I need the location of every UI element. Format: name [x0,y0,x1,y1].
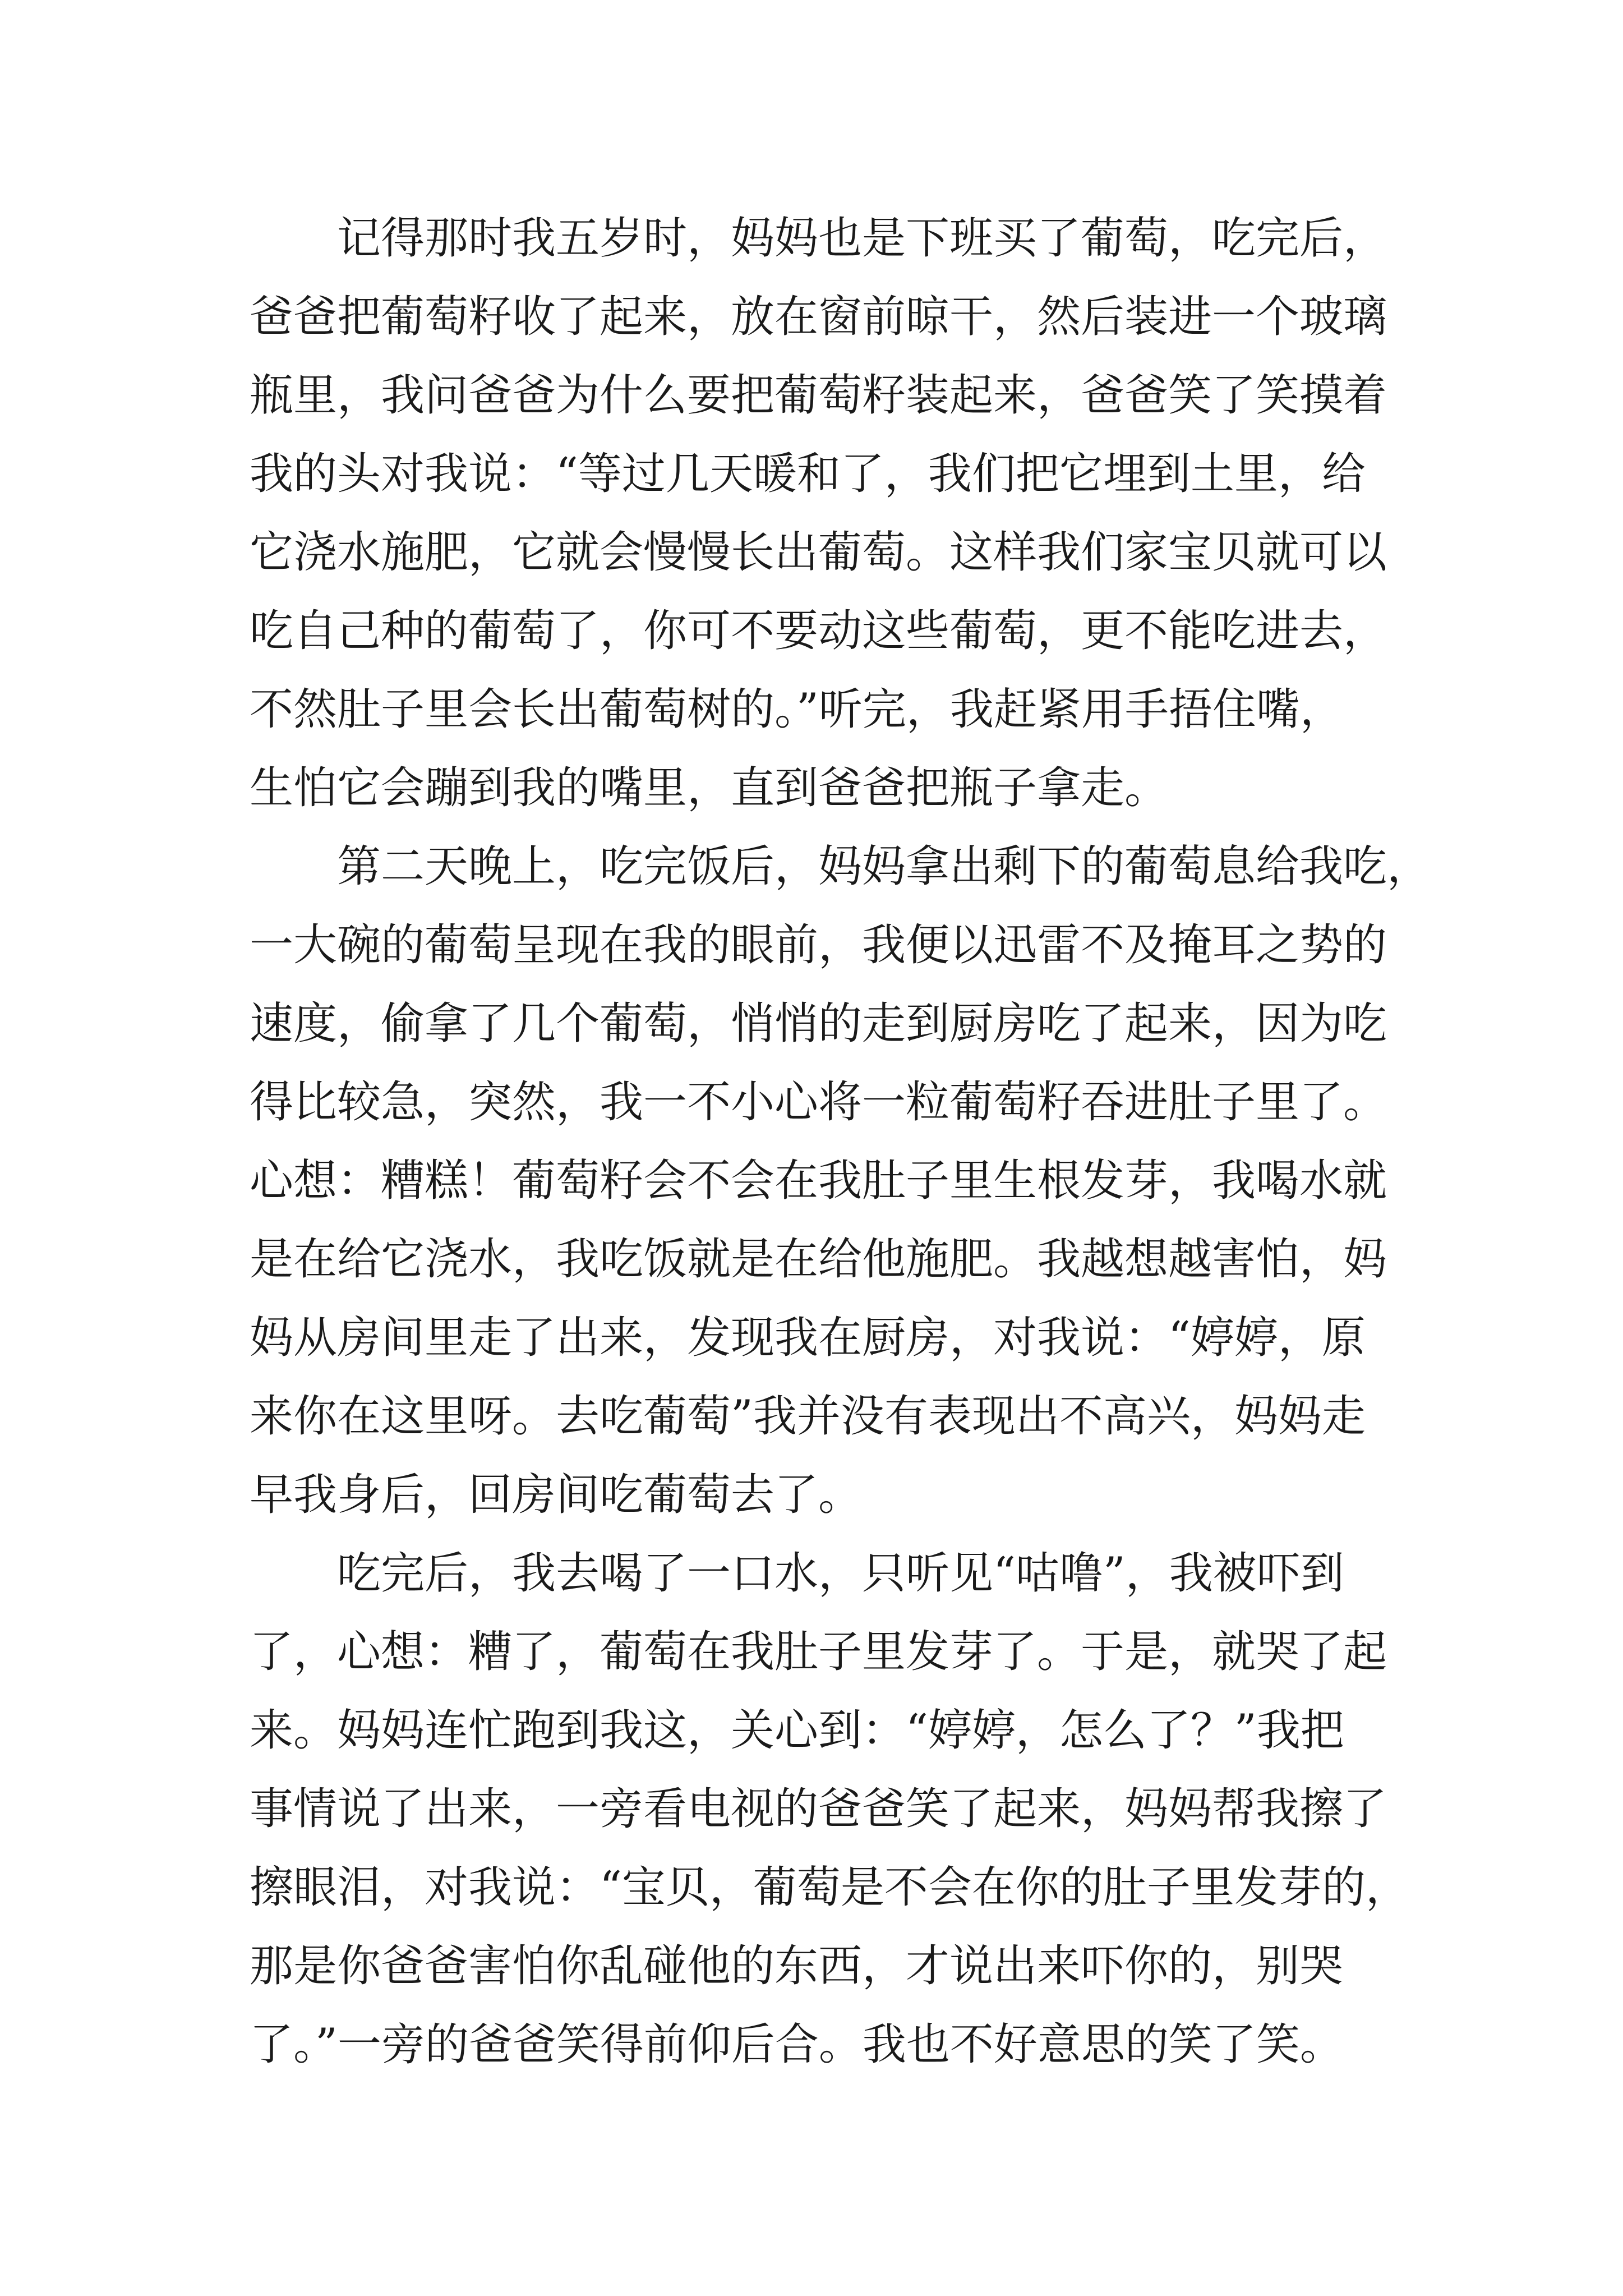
paragraph-line: 来你在这里呀。去吃葡萄”我并没有表现出不高兴，妈妈走 [250,1391,1366,1442]
paragraph-line: 得比较急，突然，我一不小心将一粒葡萄籽吞进肚子里了。 [250,1077,1387,1128]
paragraph-line: 爸爸把葡萄籽收了起来，放在窗前晾干，然后装进一个玻璃 [250,292,1387,342]
paragraph-line: 来。妈妈连忙跑到我这，关心到：“婷婷，怎么了？”我把 [250,1705,1344,1756]
paragraph-line: 了。”一旁的爸爸笑得前仰后合。我也不好意思的笑了笑。 [250,2019,1344,2070]
paragraph-1 [250,199,1416,827]
paragraph-line: 是在给它浇水，我吃饭就是在给他施肥。我越想越害怕，妈 [250,1234,1387,1285]
paragraph-line: 我的头对我说：“等过几天暖和了，我们把它埋到土里，给 [250,449,1366,499]
paragraph-line: 妈从房间里走了出来，发现我在厨房，对我说：“婷婷，原 [250,1313,1366,1363]
paragraph-3 [250,1534,1416,2084]
paragraph-line: 心想：糟糕！葡萄籽会不会在我肚子里生根发芽，我喝水就 [250,1156,1387,1206]
paragraph-line: 瓶里，我问爸爸为什么要把葡萄籽装起来，爸爸笑了笑摸着 [250,370,1387,421]
paragraph-line: 擦眼泪，对我说：“宝贝，葡萄是不会在你的肚子里发芽的， [250,1862,1409,1913]
paragraph-line: 第二天晚上，吃完饭后，妈妈拿出剩下的葡萄息给我吃， [337,841,1431,892]
paragraph-line: 速度，偷拿了几个葡萄，悄悄的走到厨房吃了起来，因为吃 [250,999,1387,1049]
paragraph-line: 早我身后，回房间吃葡萄去了。 [250,1470,863,1520]
paragraph-line: 事情说了出来，一旁看电视的爸爸笑了起来，妈妈帮我擦了 [250,1784,1387,1834]
paragraph-2 [250,827,1431,1534]
document-body [250,199,1431,2084]
paragraph-line: 那是你爸爸害怕你乱碰他的东西，才说出来吓你的，别哭 [250,1941,1344,1991]
paragraph-line: 吃自己种的葡萄了，你可不要动这些葡萄，更不能吃进去， [250,606,1387,656]
paragraph-line: 一大碗的葡萄呈现在我的眼前，我便以迅雷不及掩耳之势的 [250,920,1387,970]
paragraph-line: 不然肚子里会长出葡萄树的。”听完，我赶紧用手捂住嘴， [250,684,1344,735]
paragraph-line: 吃完后，我去喝了一口水，只听见“咕噜”，我被吓到 [337,1548,1344,1599]
paragraph-line: 它浇水施肥，它就会慢慢长出葡萄。这样我们家宝贝就可以 [250,527,1387,578]
paragraph-line: 了，心想：糟了，葡萄在我肚子里发芽了。于是，就哭了起 [250,1627,1387,1677]
paragraph-line: 记得那时我五岁时，妈妈也是下班买了葡萄，吃完后， [337,213,1387,264]
paragraph-line: 生怕它会蹦到我的嘴里，直到爸爸把瓶子拿走。 [250,763,1169,813]
